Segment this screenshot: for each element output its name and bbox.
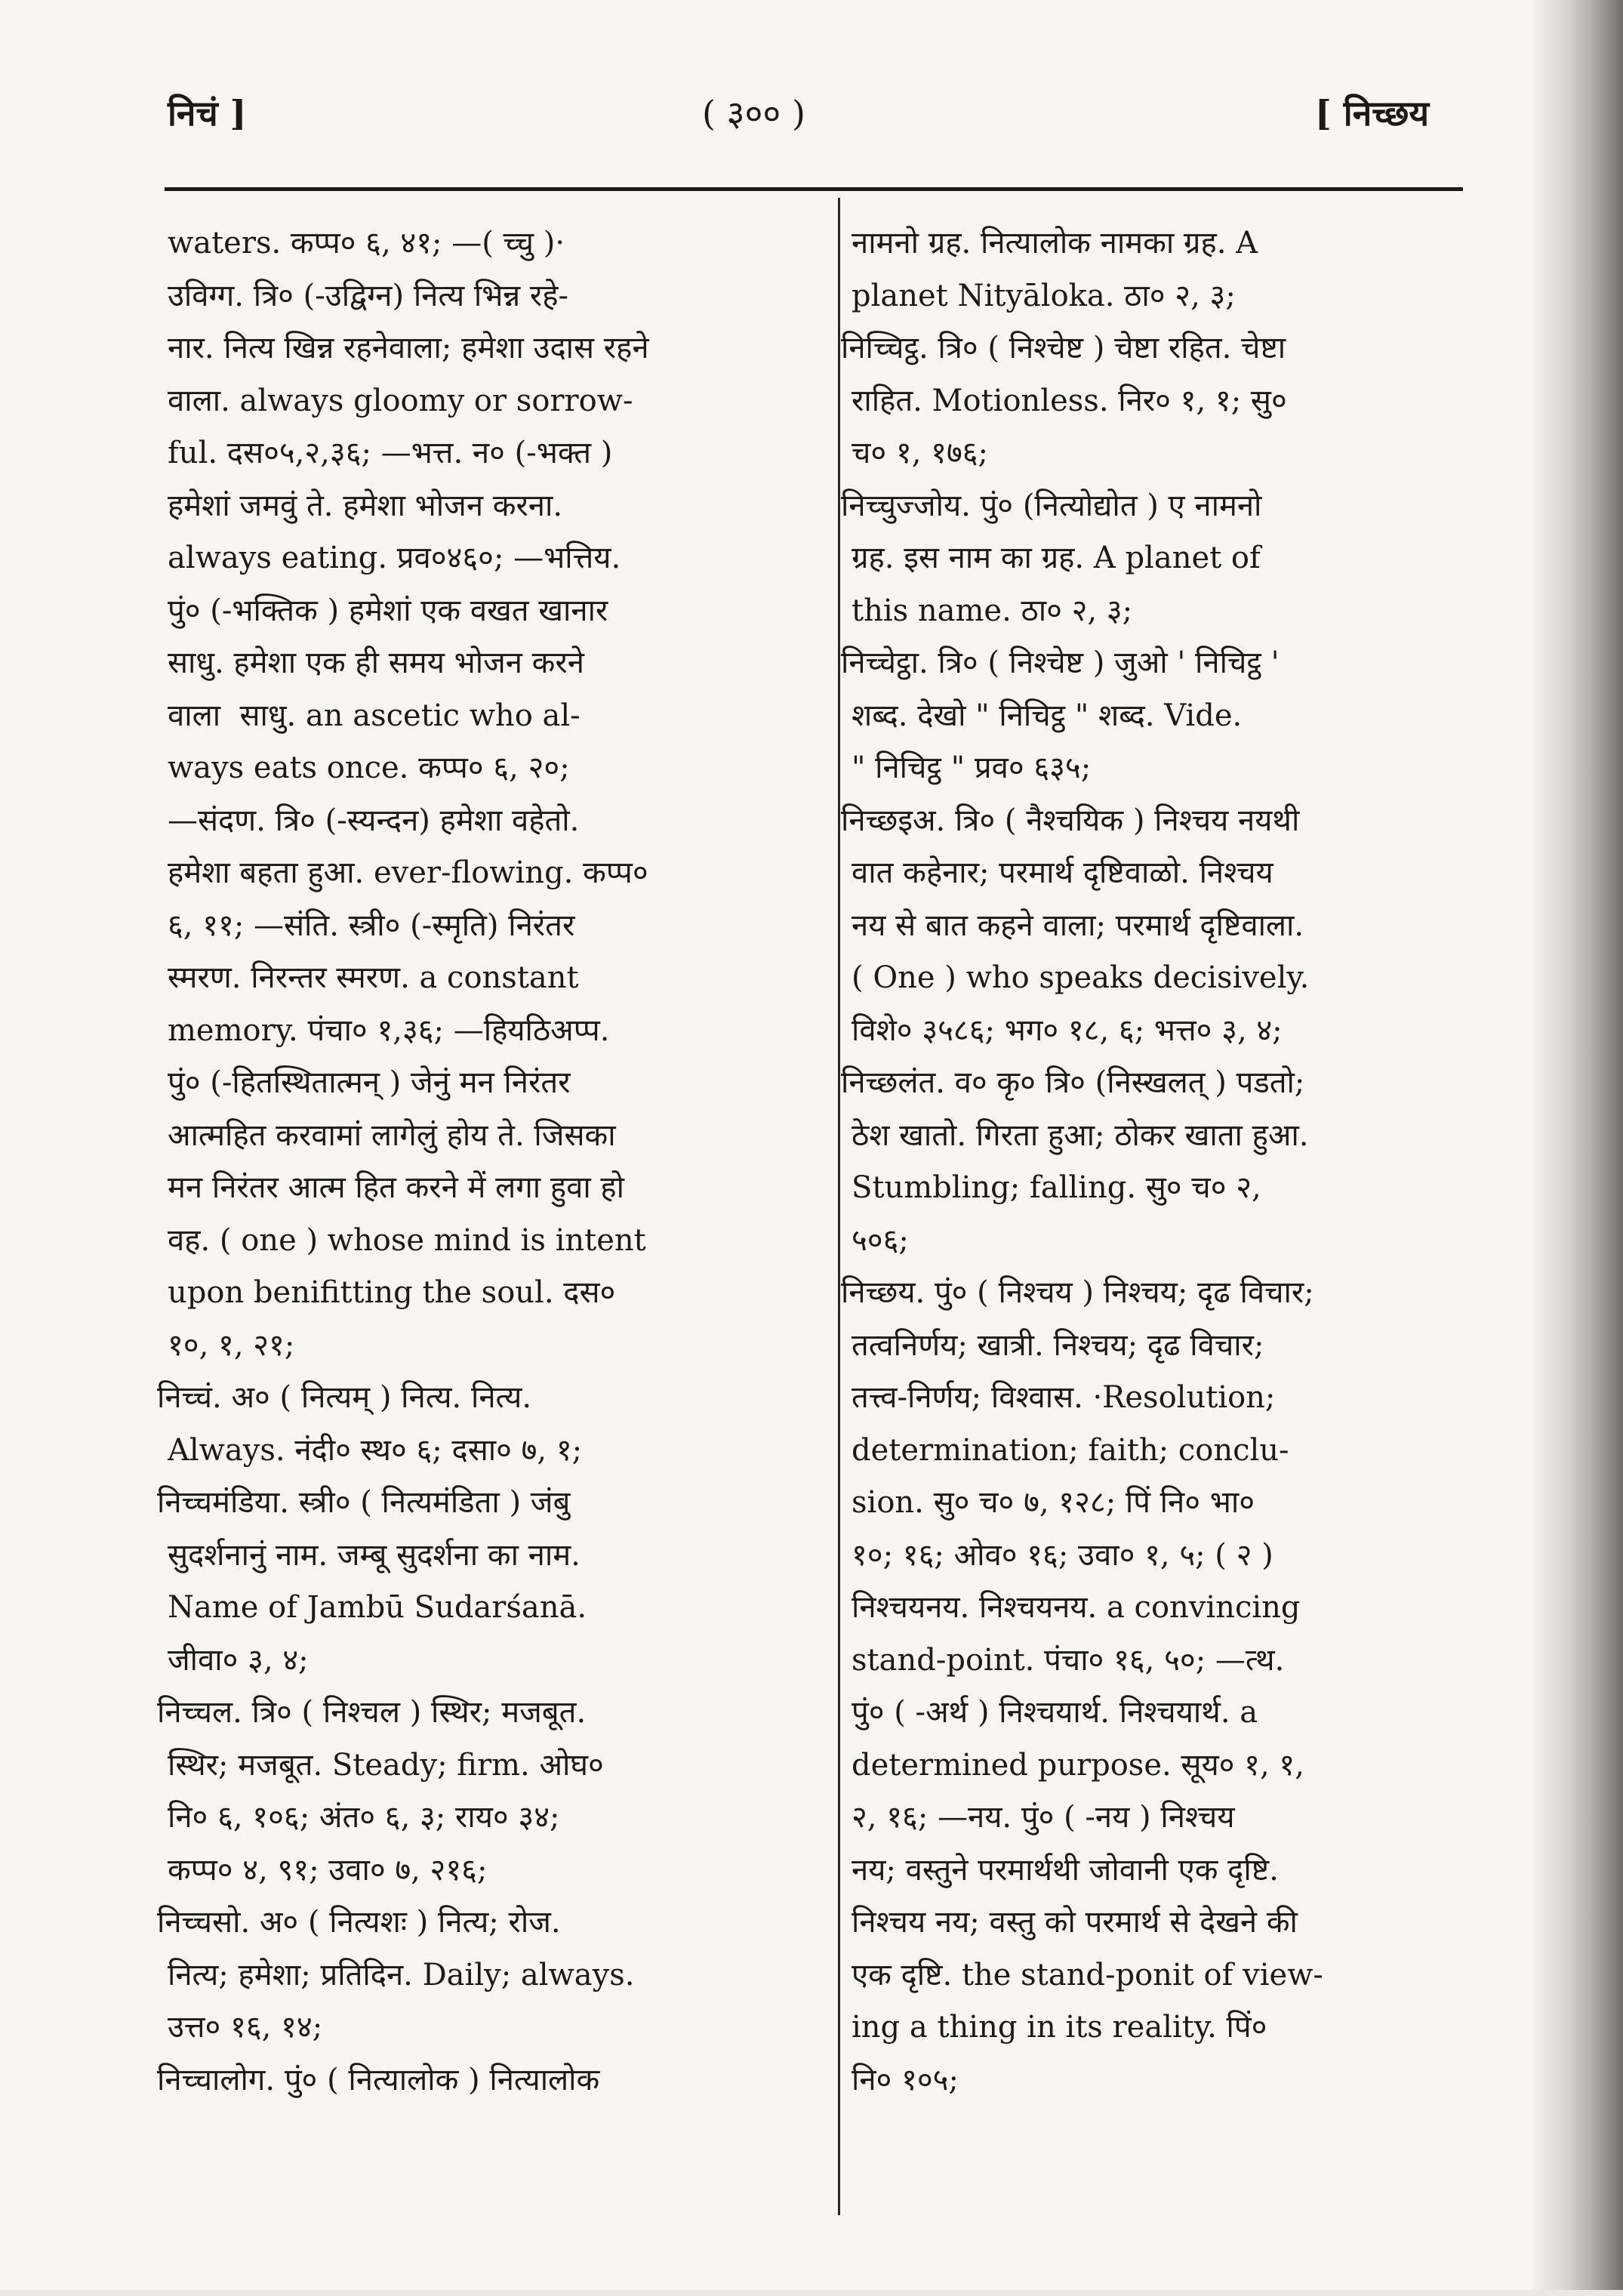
entry-line: नय से बात कहने वाला; परमार्थ दृष्टिवाला.	[852, 908, 1304, 943]
entry-line: ways eats once. कप्प० ६, २०;	[168, 750, 570, 785]
entry-line: memory. पंचा० १,३६; —हियठिअप्प.	[168, 1012, 610, 1048]
entry-line: " निचिट्ठ " प्रव० ६३५;	[852, 750, 1092, 785]
entry-line: ५०६;	[852, 1222, 909, 1258]
header-rule	[165, 187, 1463, 191]
entry-line: १०, १, २१;	[168, 1327, 295, 1363]
entry-line: च० १, १७६;	[852, 436, 989, 470]
entry-line: आत्महित करवामां लागेलुं होय ते. जिसका	[168, 1117, 616, 1153]
entry-line: ठेश खातो. गिरता हुआ; ठोकर खाता हुआ.	[852, 1117, 1309, 1153]
left-column	[157, 217, 817, 2106]
entry-line: नय; वस्तुने परमार्थथी जोवानी एक दृष्टि.	[852, 1852, 1279, 1888]
entry-line: planet Nityāloka. ठा० २, ३;	[852, 278, 1236, 313]
entry-line: सुदर्शनानुं नाम. जम्बू सुदर्शना का नाम.	[168, 1537, 581, 1573]
entry-line: determined purpose. सूय० १, १,	[852, 1747, 1304, 1783]
entry-line: ing a thing in its reality. पिं०	[852, 2010, 1267, 2045]
entry-line: पुं० ( -अर्थ ) निश्चयार्थ. निश्चयार्थ. a	[852, 1695, 1258, 1730]
entry-line: हमेशा बहता हुआ. ever-flowing. कप्प०	[168, 855, 648, 890]
entry-line: वह. ( one ) whose mind is intent	[168, 1222, 646, 1258]
column-divider	[838, 198, 840, 2215]
page-number: ( ३०० )	[702, 93, 805, 134]
entry-line: sion. सु० च० ७, १२८; पिं नि० भा०	[852, 1485, 1255, 1520]
entry-line: stand-point. पंचा० १६, ५०; —त्थ.	[852, 1642, 1285, 1678]
entry-line: मन निरंतर आत्म हित करने में लगा हुवा हो	[168, 1170, 624, 1205]
entry-line: निश्चयनय. निश्चयनय. a convincing	[852, 1590, 1301, 1625]
entry-line: पुं० (-हितस्थितात्मन् ) जेनुं मन निरंतर	[168, 1065, 571, 1100]
entry-line: waters. कप्प० ६, ४१; —( च्चु )·	[168, 226, 565, 260]
entry-line: निच्छय. पुं० ( निश्चय ) निश्चय; दृढ विचार;	[841, 1275, 1314, 1310]
right-column	[841, 217, 1471, 2106]
entry-line: पुं० (-भक्तिक ) हमेशां एक वखत खानार	[168, 593, 608, 628]
entry-line: ful. दस०५,२,३६; —भत्त. न० (-भक्त )	[168, 436, 613, 470]
entry-line: always eating. प्रव०४६०; —भत्तिय.	[168, 541, 621, 575]
entry-line: वात कहेनार; परमार्थ दृष्टिवाळो. निश्चय	[852, 855, 1273, 890]
entry-line: निश्चय नय; वस्तु को परमार्थ से देखने की	[852, 1905, 1298, 1940]
entry-line: एक दृष्टि. the stand-ponit of view-	[852, 1957, 1323, 1992]
entry-line: निच्चिट्ठ. त्रि० ( निश्चेष्ट ) चेष्टा रहित. चेष्टा	[841, 331, 1286, 365]
entry-line: स्थिर; मजबूत. Steady; firm. ओघ०	[168, 1747, 604, 1783]
entry-line: निच्चसो. अ० ( नित्यशः ) नित्य; रोज.	[157, 1905, 561, 1940]
entry-line: निच्चल. त्रि० ( निश्चल ) स्थिर; मजबूत.	[157, 1695, 587, 1730]
entry-line: साधु. हमेशा एक ही समय भोजन करने	[168, 646, 584, 680]
entry-line: नामनो ग्रह. नित्यालोक नामका ग्रह. A	[852, 226, 1258, 260]
entry-line: नार. नित्य खिन्न रहनेवाला; हमेशा उदास रहने	[168, 331, 649, 365]
page-bottom-edge	[0, 2290, 1623, 2296]
entry-line: Name of Jambū Sudarśanā.	[168, 1590, 587, 1625]
entry-line: जीवा० ३, ४;	[168, 1642, 309, 1678]
running-head-right: [ निच्छय	[1315, 93, 1430, 134]
entry-line: कप्प० ४, ९१; उवा० ७, २१६;	[168, 1852, 488, 1888]
entry-line: this name. ठा० २, ३;	[852, 593, 1133, 628]
entry-line: विशे० ३५८६; भग० १८, ६; भत्त० ३, ४;	[852, 1012, 1283, 1048]
entry-line: ६, ११; —संति. स्त्री० (-स्मृति) निरंतर	[168, 908, 575, 943]
entry-line: वाला. always gloomy or sorrow-	[168, 383, 633, 418]
entry-line: —संदण. त्रि० (-स्यन्दन) हमेशा वहेतो.	[168, 803, 580, 838]
entry-line: उत्त० १६, १४;	[168, 2010, 323, 2045]
entry-line: निच्छइअ. त्रि० ( नैश्चयिक ) निश्चय नयथी	[841, 803, 1300, 838]
entry-line: निच्चेट्ठा. त्रि० ( निश्चेष्ट ) जुओ ' निचिट्ठ '	[841, 646, 1280, 680]
running-head-left: निचं ]	[168, 93, 247, 134]
entry-line: ( One ) who speaks decisively.	[852, 960, 1310, 995]
entry-line: राहित. Motionless. निर० १, १; सु०	[852, 383, 1287, 418]
entry-line: तत्वनिर्णय; खात्री. निश्चय; दृढ विचार;	[852, 1327, 1264, 1363]
entry-line: निच्छलंत. व० कृ० त्रि० (निस्खलत् ) पडतो;	[841, 1065, 1305, 1100]
entry-line: नि० १०५;	[852, 2062, 959, 2097]
page-edge-shadow	[1532, 0, 1623, 2296]
entry-line: २, १६; —नय. पुं० ( -नय ) निश्चय	[852, 1800, 1235, 1835]
entry-line: निच्चमंडिया. स्त्री० ( नित्यमंडिता ) जंबु	[157, 1485, 571, 1520]
entry-line: नित्य; हमेशा; प्रतिदिन. Daily; always.	[168, 1957, 635, 1992]
entry-line: नि० ६, १०६; अंत० ६, ३; राय० ३४;	[168, 1800, 560, 1835]
entry-line: तत्त्व-निर्णय; विश्वास. ·Resolution;	[852, 1380, 1276, 1415]
entry-line: १०; १६; ओव० १६; उवा० १, ५; ( २ )	[852, 1537, 1273, 1573]
entry-line: निच्चं. अ० ( नित्यम् ) नित्य. नित्य.	[157, 1380, 532, 1415]
entry-line: determination; faith; conclu-	[852, 1432, 1289, 1468]
entry-line: शब्द. देखो " निचिट्ठ " शब्द. Vide.	[852, 698, 1243, 733]
entry-line: Always. नंदी० स्थ० ६; दसा० ७, १;	[168, 1432, 583, 1468]
entry-line: upon benifitting the soul. दस०	[168, 1275, 616, 1310]
entry-line: निच्चुज्जोय. पुं० (नित्योद्योत ) ए नामनो	[841, 488, 1262, 523]
entry-line: उविग्ग. त्रि० (-उद्विग्न) नित्य भिन्न रहे-	[168, 278, 569, 313]
entry-line: ग्रह. इस नाम का ग्रह. A planet of	[852, 541, 1261, 575]
entry-line: वाला साधु. an ascetic who al-	[168, 698, 581, 733]
entry-line: स्मरण. निरन्तर स्मरण. a constant	[168, 960, 579, 995]
entry-line: निच्चालोग. पुं० ( नित्यालोक ) नित्यालोक	[157, 2062, 600, 2097]
entry-line: Stumbling; falling. सु० च० २,	[852, 1170, 1261, 1205]
entry-line: हमेशां जमवुं ते. हमेशा भोजन करना.	[168, 488, 563, 523]
